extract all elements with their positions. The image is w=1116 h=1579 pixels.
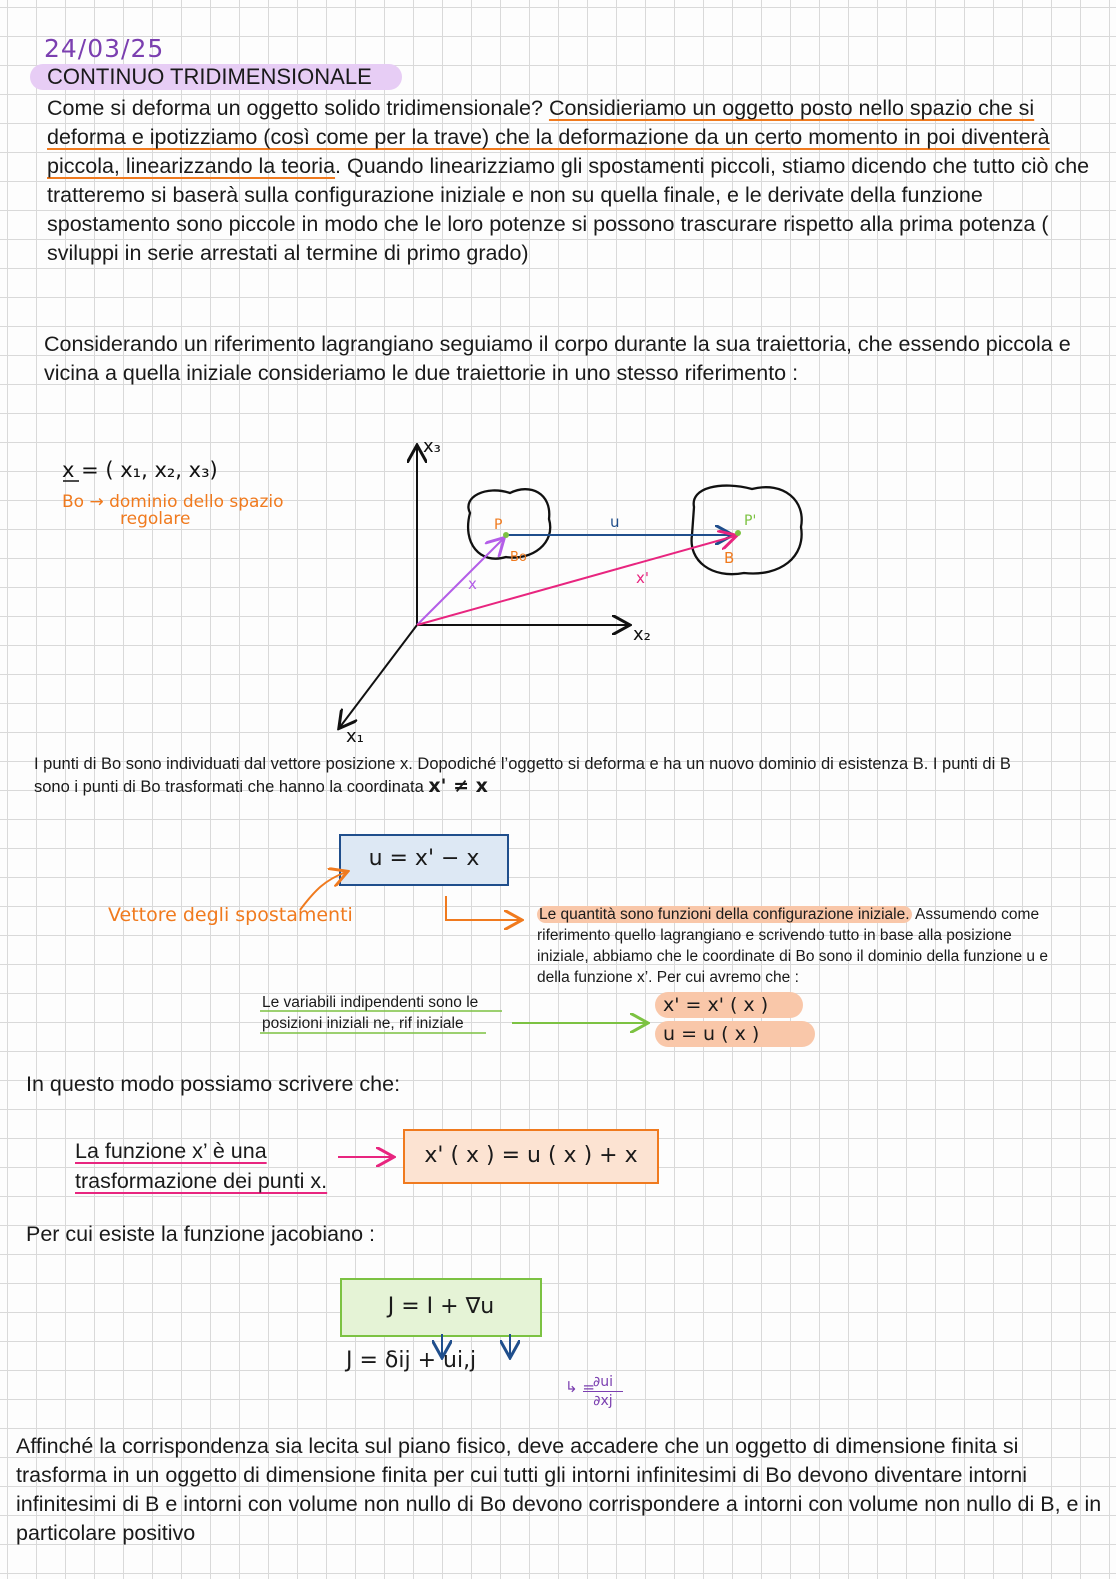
derivative-denominator: ∂xj [593,1393,613,1409]
axis-x3-label: x₃ [423,436,441,457]
jacobian-equation-box [340,1278,542,1337]
body-b [692,486,802,575]
label-arrow [300,872,346,910]
variables-note [262,992,512,1034]
displacement-label: Vettore degli spostamenti [108,904,353,926]
intro-part1: Come si deforma un oggetto solido tridimensionale? [47,96,549,120]
functions-note [537,904,1057,988]
derivative-arrow: ↳ = [565,1378,595,1396]
domain-note-line1: Bo → dominio dello spazio [62,492,284,512]
intro-underlined: Considieriamo un oggetto posto nello spazio che si deforma e ipotizziamo (così come per la trave) che la deformazione da un certo momento in poi diventerà piccola, linearizzando la teoria [47,96,1050,178]
derivative-fraction [583,1373,623,1410]
deformed-position-vector [417,536,735,625]
vector-x-prime-label: x' [636,569,650,587]
note-arrow [446,896,520,920]
transform-label [75,1136,327,1196]
position-definition: x = ( x₁, x₂, x₃) [62,458,218,482]
transform-intro: In questo modo possiamo scrivere che: [26,1072,401,1096]
inequality: x' ≠ x [428,775,488,797]
xprime-function: x' = x' ( x ) [663,994,769,1016]
jacobian-intro: Per cui esiste la funzione jacobiano : [26,1222,375,1246]
date: 24/03/25 [44,34,165,63]
axis-x1-label: x₁ [346,726,364,747]
point-p [503,532,509,538]
intro-paragraph [47,94,1097,268]
transform-label-line2: trasformazione dei punti x. [75,1169,328,1193]
transform-equation-box [403,1129,659,1184]
vector-u-label: u [610,513,620,531]
page-title: CONTINUO TRIDIMENSIONALE [47,64,372,89]
body-bo-label: Bo [510,550,527,565]
point-p-label: P [494,517,503,533]
u-function: u = u ( x ) [663,1023,760,1045]
u-function-pill [655,1021,815,1047]
transform-label-line1: La funzione x’ è una [75,1139,267,1163]
derivative-numerator: ∂ui [583,1373,623,1392]
variables-note-line2: posizioni iniziali ne, rif iniziale [262,1015,464,1032]
functions-note-rest: Assumendo come riferimento quello lagrangiano e scrivendo tutto in base alla posizione iniziale, abbiamo che le coordinate di Bo sono il dominio della funzione u e della funzione x’. Per cui avremo che : [537,906,1048,986]
vector-x-label: x [468,575,477,593]
displacement-equation: u = x' − x [368,846,480,871]
deformation-diagram [0,425,1116,755]
transform-arrow [330,1145,400,1169]
point-p-prime-label: P' [744,513,757,529]
body-b-label: B [724,549,735,567]
functions-note-highlight: Le quantità sono funzioni della configurazione iniziale. [539,906,910,923]
points-note-text: I punti di Bo sono individuati dal vettore posizione x. Dopodiché l’oggetto si deforma e ha un nuovo dominio di esistenza B. I punti di B sono i punti di Bo trasformati che hanno la coordinata [34,755,1011,796]
intro-part3: . Quando linearizziamo gli spostamenti piccoli, stiamo dicendo che tutto ciò che tratteremo si baserà sulla configurazione iniziale e non su quella finale, e le derivate della funzione spostamento sono piccole in modo che le loro potenze si possono trascurare rispetto alla prima potenza ( sviluppi in serie arrestati al termine di primo grado) [47,154,1090,265]
point-p-prime [735,530,741,536]
axis-x2-label: x₂ [633,624,651,645]
points-note [34,753,1014,798]
jacobian-index-form: J = δij + ui,j [346,1348,477,1373]
domain-note-line2: regolare [120,509,191,529]
xprime-function-pill [655,992,803,1018]
body-bo [468,489,550,558]
jacobian-equation: J = I + ∇u [387,1294,495,1319]
axis-x1 [340,625,417,727]
lagrangian-paragraph: Considerando un riferimento lagrangiano seguiamo il corpo durante la sua traiettoria, che essendo piccola e vicina a quella iniziale consideriamo le due traiettorie in uno stesso riferimento : [44,332,1071,385]
variables-note-line1: Le variabili indipendenti sono le [262,994,479,1011]
transform-equation: x' ( x ) = u ( x ) + x [424,1143,638,1168]
conclusion-paragraph: Affinché la corrispondenza sia lecita sul piano fisico, deve accadere che un oggetto di dimensione finita si trasforma in un oggetto di dimensione finita per cui tutti gli intorni infinitesimi di Bo devono diventare intorni infinitesimi di B e intorni con volume non nullo di Bo devono corrispondere a intorni con volume non nullo di B, e in particolare positivo [16,1434,1102,1545]
